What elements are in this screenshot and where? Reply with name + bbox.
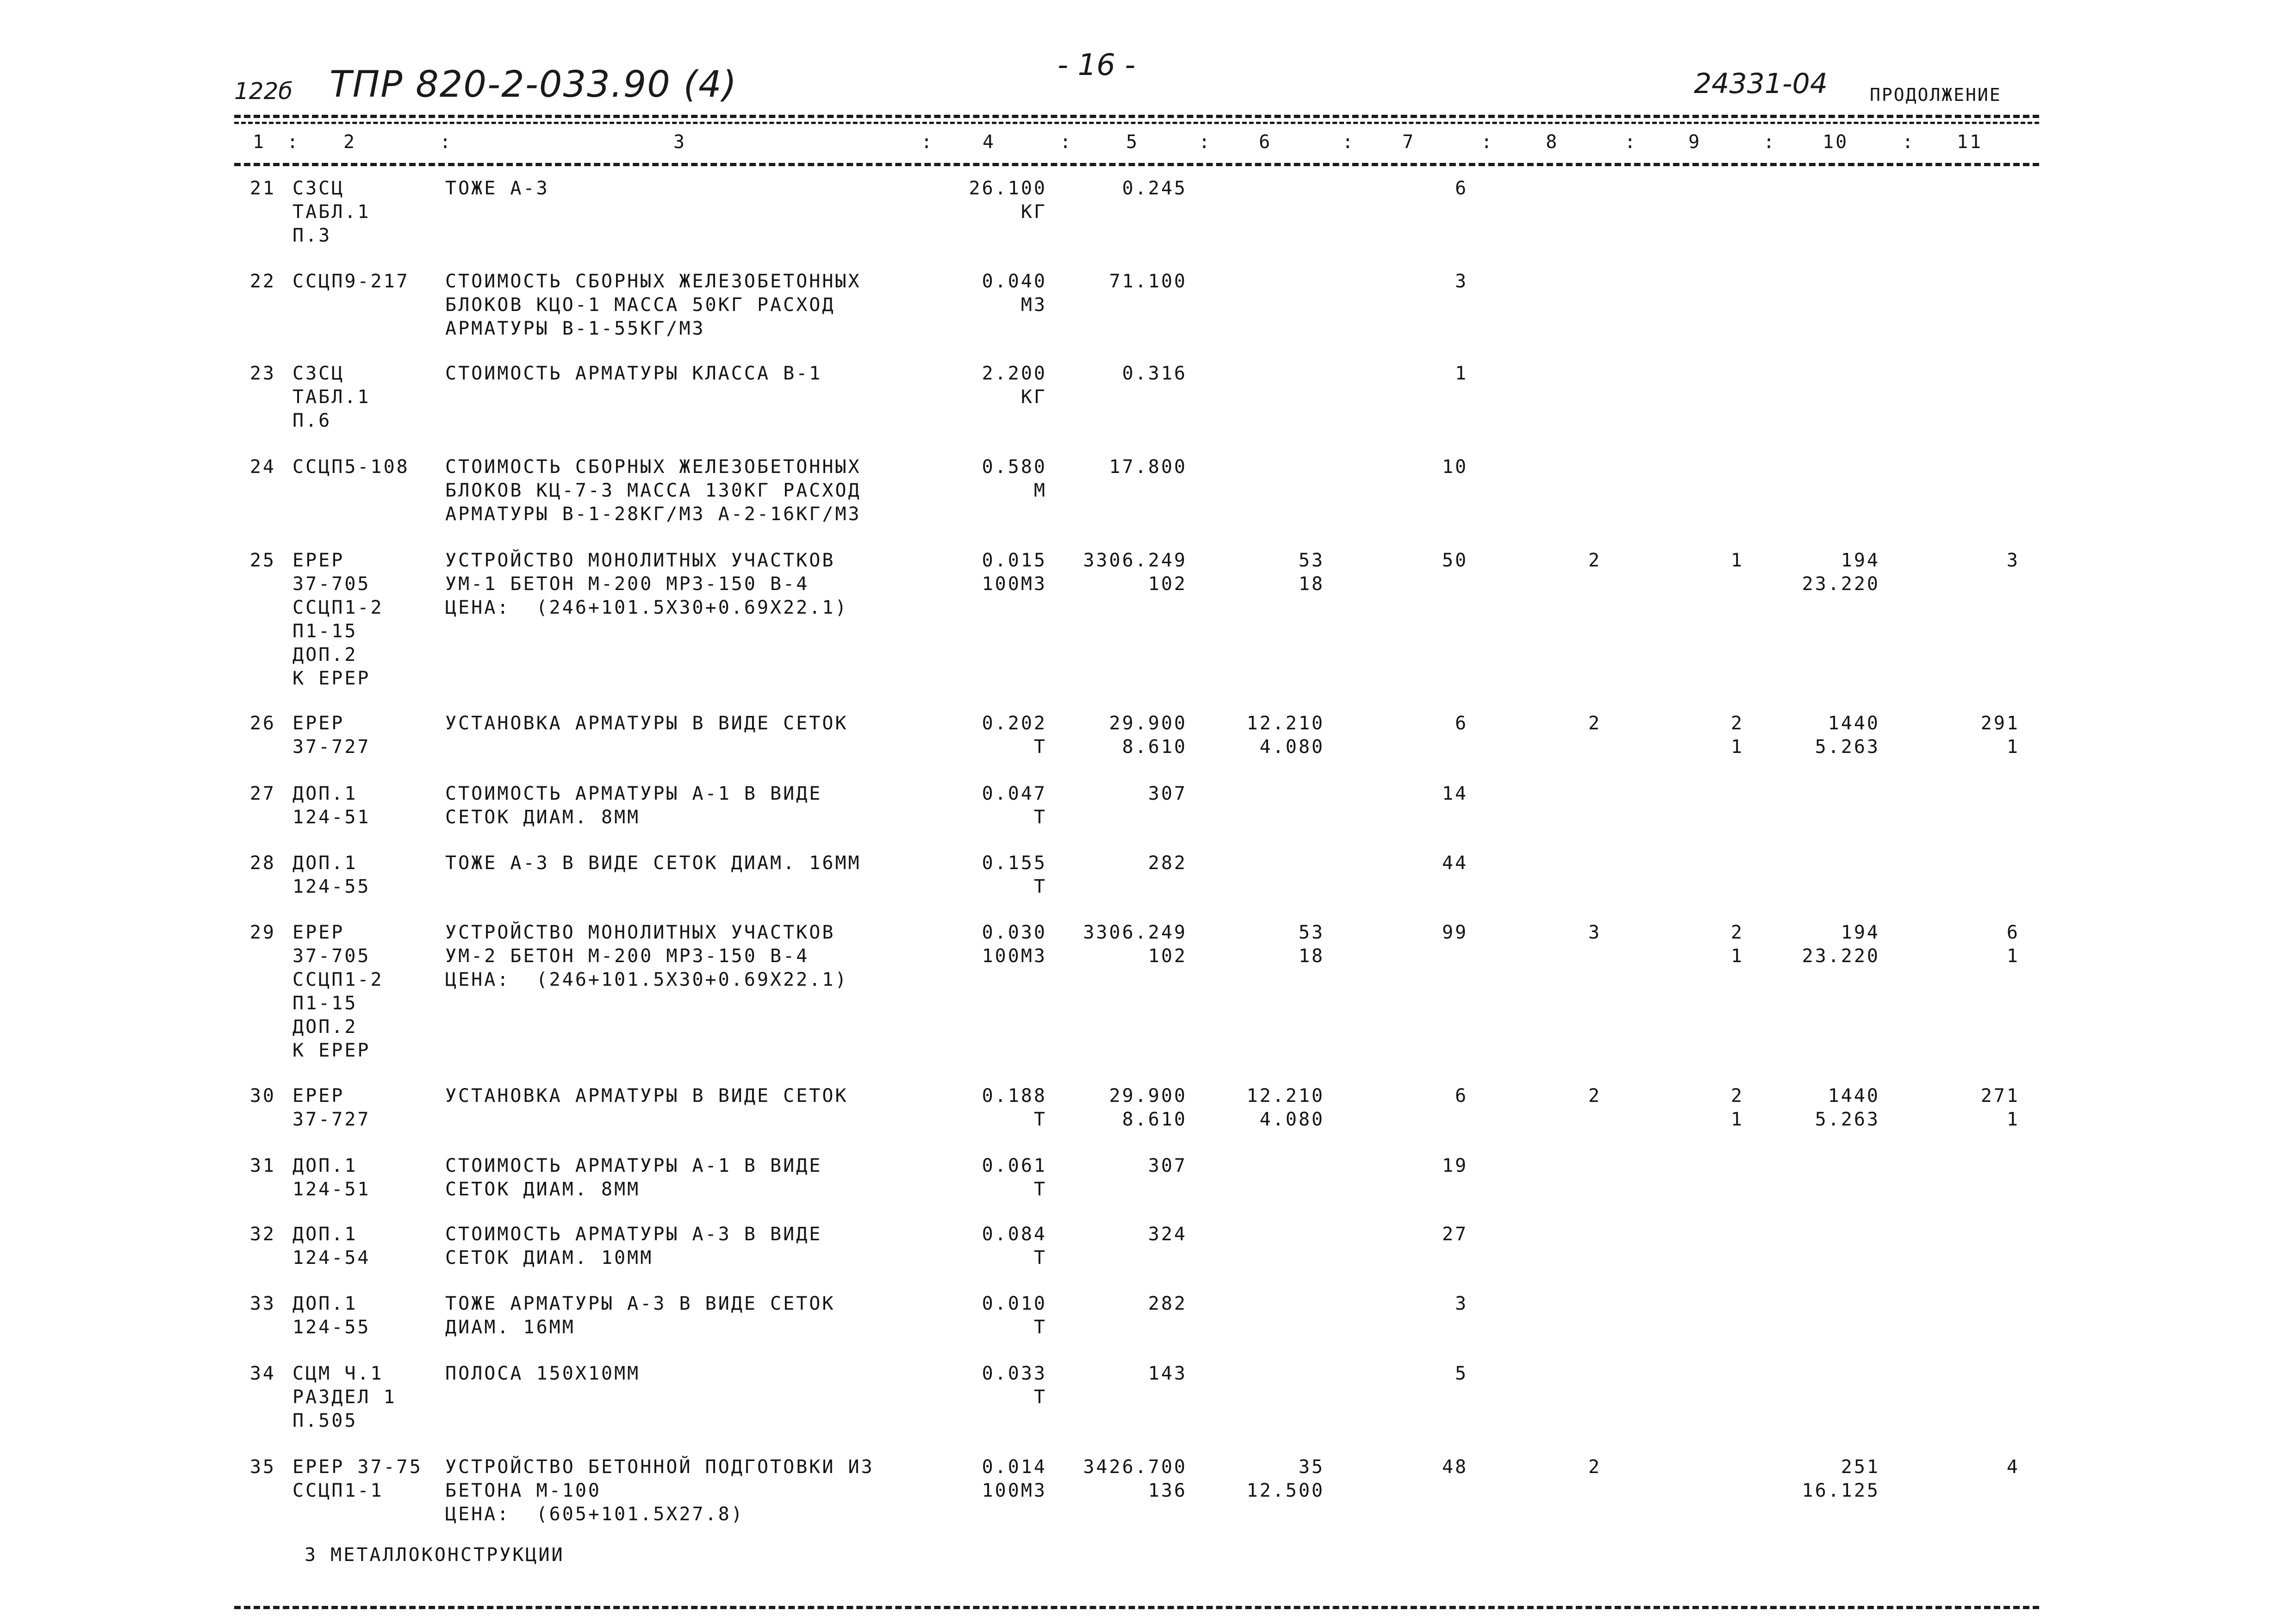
cell-rate-code: П.6 xyxy=(292,410,332,431)
cell-col10: 1440 xyxy=(1828,1085,1880,1107)
cell-col4: 0.047 xyxy=(982,783,1047,804)
header-top-rule xyxy=(234,115,2039,118)
cell-col8: 2 xyxy=(1588,1456,1601,1478)
cell-col6: 4.080 xyxy=(1259,1109,1325,1130)
cell-col10: 194 xyxy=(1841,922,1880,943)
cell-col11: 6 xyxy=(2006,922,2020,943)
cell-rate-code: 124-51 xyxy=(292,807,371,828)
cell-description: СТОИМОСТЬ АРМАТУРЫ А-1 В ВИДЕ xyxy=(445,783,822,804)
column-separator: : xyxy=(1481,131,1494,153)
cell-col8: 3 xyxy=(1588,922,1601,943)
cell-rate-code: ТАБЛ.1 xyxy=(292,386,371,408)
cell-col4: Т xyxy=(1033,1179,1047,1200)
cell-col9: 1 xyxy=(1730,736,1744,758)
cell-rate-code: ЕРЕР xyxy=(292,1085,345,1107)
cell-description: СТОИМОСТЬ АРМАТУРЫ А-1 В ВИДЕ xyxy=(445,1155,822,1176)
cell-col4: М3 xyxy=(1020,294,1047,316)
column-header-9: 9 xyxy=(1688,131,1702,153)
cell-col7: 10 xyxy=(1442,456,1468,478)
cell-rate-code: ДОП.2 xyxy=(292,644,358,665)
cell-description: УСТРОЙСТВО БЕТОННОЙ ПОДГОТОВКИ ИЗ xyxy=(445,1456,874,1478)
cell-col5: 307 xyxy=(1148,1155,1187,1176)
cell-col11: 1 xyxy=(2006,736,2020,758)
cell-col4: 0.188 xyxy=(982,1085,1047,1107)
cell-rate-code: П.505 xyxy=(292,1410,358,1431)
cell-col9: 1 xyxy=(1730,1109,1744,1130)
cell-col10: 251 xyxy=(1841,1456,1880,1478)
cell-row-number: 32 xyxy=(249,1224,276,1245)
cell-col6: 53 xyxy=(1298,922,1325,943)
cell-col10: 1440 xyxy=(1828,713,1880,734)
cell-description: СТОИМОСТЬ СБОРНЫХ ЖЕЛЕЗОБЕТОННЫХ xyxy=(445,271,861,292)
cell-col7: 27 xyxy=(1442,1224,1468,1245)
cell-rate-code: 124-51 xyxy=(292,1179,371,1200)
column-header-2: 2 xyxy=(343,131,357,153)
cell-col9: 1 xyxy=(1730,945,1744,967)
cell-col5: 8.610 xyxy=(1122,1109,1187,1130)
cell-description: БЛОКОВ КЦО-1 МАССА 50КГ РАСХОД xyxy=(445,294,835,316)
cell-col5: 3306.249 xyxy=(1083,922,1187,943)
cell-col5: 3306.249 xyxy=(1083,550,1187,571)
page-prefix: 122б xyxy=(234,78,293,105)
cell-row-number: 25 xyxy=(249,550,276,571)
cell-col6: 12.500 xyxy=(1246,1480,1325,1501)
cell-rate-code: К ЕРЕР xyxy=(292,1040,371,1061)
cell-rate-code: СЗСЦ xyxy=(292,178,345,199)
cell-description: ЦЕНА: (605+101.5Х27.8) xyxy=(445,1504,744,1525)
cell-row-number: 34 xyxy=(249,1363,276,1384)
cell-rate-code: ДОП.1 xyxy=(292,1155,358,1176)
cell-col4: 100М3 xyxy=(982,1480,1047,1501)
cell-description: ЦЕНА: (246+101.5Х30+0.69Х22.1) xyxy=(445,969,848,990)
cell-rate-code: ДОП.1 xyxy=(292,1293,358,1314)
cell-col4: КГ xyxy=(1020,386,1047,408)
cell-col11: 291 xyxy=(1980,713,2020,734)
cell-rate-code: ЕРЕР xyxy=(292,550,345,571)
cell-rate-code: ССЦП9-217 xyxy=(292,271,410,292)
cell-col7: 19 xyxy=(1442,1155,1468,1176)
column-header-11: 11 xyxy=(1957,131,1983,153)
cell-row-number: 29 xyxy=(249,922,276,943)
cell-col7: 44 xyxy=(1442,852,1468,874)
cell-col7: 1 xyxy=(1455,363,1468,384)
cell-rate-code: ССЦП1-2 xyxy=(292,597,384,618)
cell-col5: 0.245 xyxy=(1122,178,1187,199)
cell-col11: 1 xyxy=(2006,1109,2020,1130)
continuation-label: ПРОДОЛЖЕНИЕ xyxy=(1870,85,2002,105)
column-header-10: 10 xyxy=(1823,131,1849,153)
column-header-3: 3 xyxy=(673,131,687,153)
cell-description: ЦЕНА: (246+101.5Х30+0.69Х22.1) xyxy=(445,597,848,618)
cell-col4: М xyxy=(1033,480,1047,501)
document-code: ТПР 820-2-033.90 (4) xyxy=(330,64,738,106)
cell-col7: 3 xyxy=(1455,1293,1468,1314)
cell-col8: 2 xyxy=(1588,550,1601,571)
column-separator: : xyxy=(1199,131,1212,153)
cell-col4: 0.084 xyxy=(982,1224,1047,1245)
cell-col10: 16.125 xyxy=(1802,1480,1880,1501)
section-title: 3 МЕТАЛЛОКОНСТРУКЦИИ xyxy=(305,1544,565,1566)
column-separator: : xyxy=(1902,131,1916,153)
header-second-rule xyxy=(234,122,2039,124)
cell-col5: 0.316 xyxy=(1122,363,1187,384)
cell-rate-code: ЕРЕР 37-75 xyxy=(292,1456,423,1478)
cell-description: СЕТОК ДИАМ. 8ММ xyxy=(445,807,641,828)
cell-col9: 2 xyxy=(1730,922,1744,943)
cell-col5: 307 xyxy=(1148,783,1187,804)
cell-col4: 0.010 xyxy=(982,1293,1047,1314)
cell-col4: Т xyxy=(1033,736,1047,758)
cell-col4: 26.100 xyxy=(969,178,1047,199)
cell-rate-code: 37-727 xyxy=(292,1109,371,1130)
cell-row-number: 24 xyxy=(249,456,276,478)
column-header-1: 1 xyxy=(253,131,266,153)
cell-row-number: 35 xyxy=(249,1456,276,1478)
cell-col4: 0.015 xyxy=(982,550,1047,571)
cell-description: СЕТОК ДИАМ. 8ММ xyxy=(445,1179,641,1200)
cell-row-number: 26 xyxy=(249,713,276,734)
cell-col4: 2.200 xyxy=(982,363,1047,384)
cell-col4: 0.014 xyxy=(982,1456,1047,1478)
cell-col4: Т xyxy=(1033,1247,1047,1269)
cell-description: АРМАТУРЫ В-1-55КГ/М3 xyxy=(445,318,705,339)
cell-description: УСТАНОВКА АРМАТУРЫ В ВИДЕ СЕТОК xyxy=(445,713,848,734)
cell-col6: 12.210 xyxy=(1246,713,1325,734)
cell-col11: 3 xyxy=(2006,550,2020,571)
column-header-5: 5 xyxy=(1126,131,1139,153)
column-separator: : xyxy=(1624,131,1638,153)
cell-col4: 0.061 xyxy=(982,1155,1047,1176)
cell-col8: 2 xyxy=(1588,713,1601,734)
cell-row-number: 33 xyxy=(249,1293,276,1314)
cell-col4: 0.033 xyxy=(982,1363,1047,1384)
cell-col5: 282 xyxy=(1148,852,1187,874)
cell-rate-code: 37-705 xyxy=(292,573,371,595)
cell-col4: 0.580 xyxy=(982,456,1047,478)
cell-description: СТОИМОСТЬ СБОРНЫХ ЖЕЛЕЗОБЕТОННЫХ xyxy=(445,456,861,478)
cell-col4: 0.202 xyxy=(982,713,1047,734)
cell-col6: 18 xyxy=(1298,945,1325,967)
cell-row-number: 27 xyxy=(249,783,276,804)
cell-col4: 100М3 xyxy=(982,945,1047,967)
cell-description: ДИАМ. 16ММ xyxy=(445,1317,575,1338)
cell-col7: 14 xyxy=(1442,783,1468,804)
cell-description: СТОИМОСТЬ АРМАТУРЫ КЛАССА В-1 xyxy=(445,363,822,384)
cell-col10: 5.263 xyxy=(1815,1109,1880,1130)
cell-col6: 18 xyxy=(1298,573,1325,595)
column-separator: : xyxy=(1342,131,1356,153)
document-number: 24331-04 xyxy=(1694,68,1828,100)
cell-col11: 1 xyxy=(2006,945,2020,967)
column-separator: : xyxy=(921,131,934,153)
column-header-6: 6 xyxy=(1259,131,1272,153)
cell-col7: 5 xyxy=(1455,1363,1468,1384)
column-header-4: 4 xyxy=(983,131,996,153)
cell-col10: 194 xyxy=(1841,550,1880,571)
cell-rate-code: ДОП.1 xyxy=(292,783,358,804)
table-bottom-rule xyxy=(234,1606,2039,1609)
cell-col4: Т xyxy=(1033,807,1047,828)
cell-col4: 0.155 xyxy=(982,852,1047,874)
cell-col5: 282 xyxy=(1148,1293,1187,1314)
cell-description: БЕТОНА М-100 xyxy=(445,1480,601,1501)
cell-row-number: 21 xyxy=(249,178,276,199)
cell-description: ТОЖЕ А-3 В ВИДЕ СЕТОК ДИАМ. 16ММ xyxy=(445,852,861,874)
cell-rate-code: 124-55 xyxy=(292,876,371,897)
cell-col4: Т xyxy=(1033,1317,1047,1338)
cell-description: СТОИМОСТЬ АРМАТУРЫ А-3 В ВИДЕ xyxy=(445,1224,822,1245)
cell-rate-code: 37-727 xyxy=(292,736,371,758)
cell-rate-code: ТАБЛ.1 xyxy=(292,201,371,223)
cell-rate-code: П.3 xyxy=(292,225,332,246)
cell-col4: Т xyxy=(1033,1387,1047,1408)
cell-col9: 2 xyxy=(1730,1085,1744,1107)
cell-rate-code: ЕРЕР xyxy=(292,713,345,734)
cell-description: УСТРОЙСТВО МОНОЛИТНЫХ УЧАСТКОВ xyxy=(445,550,835,571)
cell-row-number: 31 xyxy=(249,1155,276,1176)
cell-col5: 3426.700 xyxy=(1083,1456,1187,1478)
cell-col4: 0.030 xyxy=(982,922,1047,943)
cell-description: УМ-2 БЕТОН М-200 МРЗ-150 В-4 xyxy=(445,945,809,967)
cell-col6: 12.210 xyxy=(1246,1085,1325,1107)
cell-col7: 48 xyxy=(1442,1456,1468,1478)
cell-rate-code: ДОП.1 xyxy=(292,852,358,874)
cell-col7: 6 xyxy=(1455,713,1468,734)
cell-col9: 1 xyxy=(1730,550,1744,571)
cell-col4: 0.040 xyxy=(982,271,1047,292)
cell-col7: 99 xyxy=(1442,922,1468,943)
cell-col11: 271 xyxy=(1980,1085,2020,1107)
cell-col7: 50 xyxy=(1442,550,1468,571)
cell-rate-code: СЗСЦ xyxy=(292,363,345,384)
cell-col7: 3 xyxy=(1455,271,1468,292)
column-separator: : xyxy=(287,131,300,153)
cell-rate-code: ДОП.1 xyxy=(292,1224,358,1245)
cell-col5: 102 xyxy=(1148,945,1187,967)
cell-col5: 17.800 xyxy=(1109,456,1187,478)
cell-rate-code: К ЕРЕР xyxy=(292,668,371,689)
cell-col10: 23.220 xyxy=(1802,573,1880,595)
cell-col8: 2 xyxy=(1588,1085,1601,1107)
cell-rate-code: ЕРЕР xyxy=(292,922,345,943)
column-separator: : xyxy=(1763,131,1777,153)
cell-description: УМ-1 БЕТОН М-200 МРЗ-150 В-4 xyxy=(445,573,809,595)
cell-col4: 100М3 xyxy=(982,573,1047,595)
column-header-7: 7 xyxy=(1402,131,1416,153)
column-header-8: 8 xyxy=(1546,131,1559,153)
column-separator: : xyxy=(1060,131,1073,153)
cell-col5: 143 xyxy=(1148,1363,1187,1384)
cell-row-number: 30 xyxy=(249,1085,276,1107)
cell-col5: 324 xyxy=(1148,1224,1187,1245)
cell-description: ПОЛОСА 150Х10ММ xyxy=(445,1363,641,1384)
cell-col6: 35 xyxy=(1298,1456,1325,1478)
cell-col9: 2 xyxy=(1730,713,1744,734)
column-header-bottom-rule xyxy=(234,163,2039,166)
cell-rate-code: 37-705 xyxy=(292,945,371,967)
cell-description: АРМАТУРЫ В-1-28КГ/М3 А-2-16КГ/М3 xyxy=(445,504,861,525)
cell-description: ТОЖЕ А-3 xyxy=(445,178,549,199)
column-separator: : xyxy=(440,131,453,153)
cell-description: БЛОКОВ КЦ-7-3 МАССА 130КГ РАСХОД xyxy=(445,480,861,501)
cell-col5: 102 xyxy=(1148,573,1187,595)
cell-col5: 8.610 xyxy=(1122,736,1187,758)
cell-description: УСТАНОВКА АРМАТУРЫ В ВИДЕ СЕТОК xyxy=(445,1085,848,1107)
cell-col5: 29.900 xyxy=(1109,1085,1187,1107)
cell-rate-code: ССЦП5-108 xyxy=(292,456,410,478)
cell-rate-code: ДОП.2 xyxy=(292,1016,358,1038)
cell-col5: 71.100 xyxy=(1109,271,1187,292)
cell-col5: 136 xyxy=(1148,1480,1187,1501)
cell-col6: 4.080 xyxy=(1259,736,1325,758)
cell-row-number: 23 xyxy=(249,363,276,384)
cell-col10: 5.263 xyxy=(1815,736,1880,758)
page-number: - 16 - xyxy=(1058,48,1136,82)
cell-col6: 53 xyxy=(1298,550,1325,571)
cell-rate-code: 124-54 xyxy=(292,1247,371,1269)
cell-row-number: 22 xyxy=(249,271,276,292)
cell-col10: 23.220 xyxy=(1802,945,1880,967)
cell-description: УСТРОЙСТВО МОНОЛИТНЫХ УЧАСТКОВ xyxy=(445,922,835,943)
cell-description: ТОЖЕ АРМАТУРЫ А-3 В ВИДЕ СЕТОК xyxy=(445,1293,835,1314)
cell-col11: 4 xyxy=(2006,1456,2020,1478)
cell-col7: 6 xyxy=(1455,1085,1468,1107)
cell-rate-code: ССЦП1-1 xyxy=(292,1480,384,1501)
cell-col7: 6 xyxy=(1455,178,1468,199)
cell-col4: Т xyxy=(1033,876,1047,897)
cell-rate-code: ССЦП1-2 xyxy=(292,969,384,990)
cell-rate-code: П1-15 xyxy=(292,621,358,642)
cell-description: СЕТОК ДИАМ. 10ММ xyxy=(445,1247,653,1269)
cell-rate-code: П1-15 xyxy=(292,993,358,1014)
cell-rate-code: 124-55 xyxy=(292,1317,371,1338)
cell-row-number: 28 xyxy=(249,852,276,874)
cell-rate-code: РАЗДЕЛ 1 xyxy=(292,1387,397,1408)
cell-col5: 29.900 xyxy=(1109,713,1187,734)
cell-rate-code: СЦМ Ч.1 xyxy=(292,1363,384,1384)
cell-col4: Т xyxy=(1033,1109,1047,1130)
cell-col4: КГ xyxy=(1020,201,1047,223)
